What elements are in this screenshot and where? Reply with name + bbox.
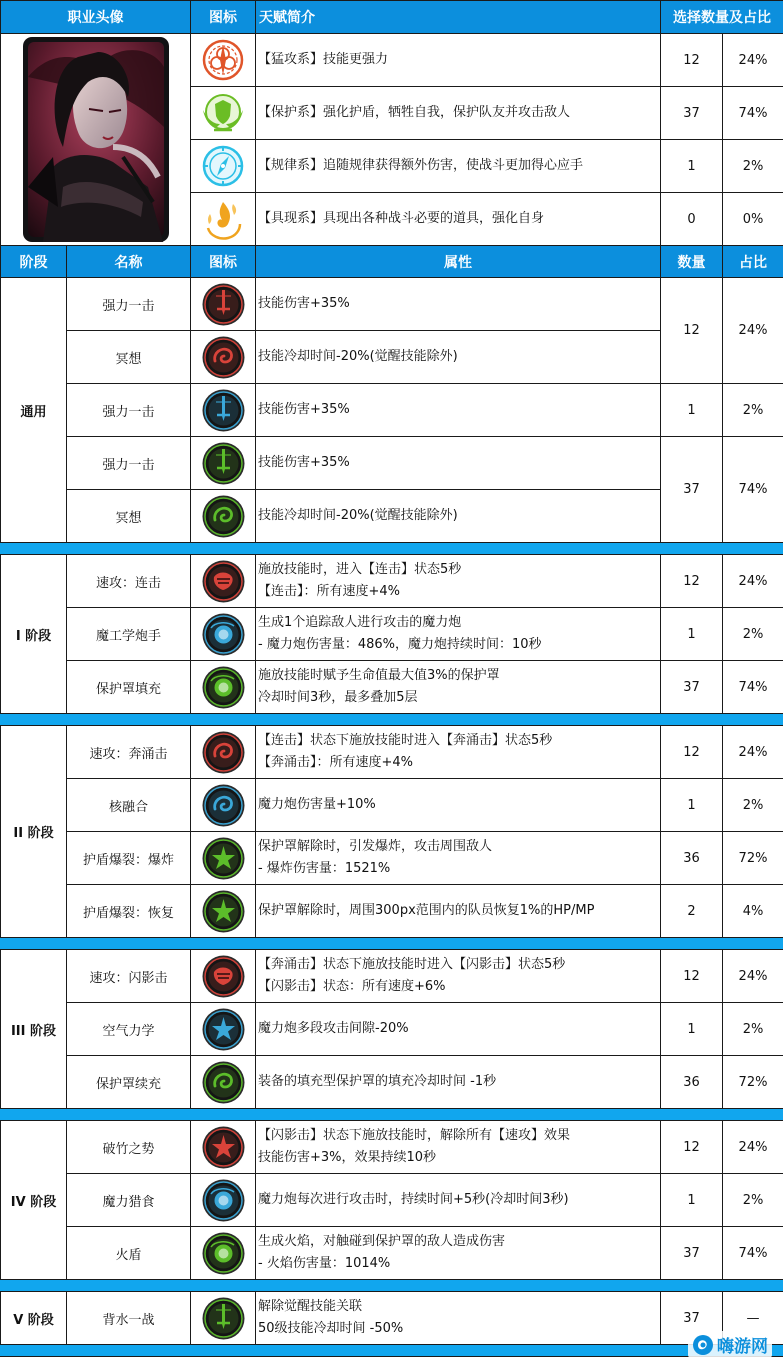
- talent-desc: 【规律系】追随规律获得额外伤害，使战斗更加得心应手: [256, 140, 661, 193]
- skill-count: 37: [661, 661, 723, 714]
- talent-desc: 【保护系】强化护盾，牺牲自我，保护队友并攻击敌人: [256, 87, 661, 140]
- skill-attr: [256, 1174, 661, 1227]
- skill-pct: 2%: [723, 1174, 783, 1227]
- skill-pct: 24%: [723, 555, 783, 608]
- skill-attr: [256, 1227, 661, 1280]
- fist-skill-icon: [191, 559, 255, 604]
- skill-name: 背水一战: [67, 1292, 191, 1345]
- skill-count: 1: [661, 1174, 723, 1227]
- stage-label: 通用: [1, 278, 67, 543]
- skill-attr: [256, 779, 661, 832]
- mana-feed-skill-icon: [191, 1178, 255, 1223]
- attr-line: 【闪影击】状态：所有速度+6%: [258, 979, 446, 994]
- skill-pct: 74%: [723, 1227, 783, 1280]
- skill-name: 速攻：闪影击: [67, 950, 191, 1003]
- attr-line: 解除觉醒技能关联: [258, 1299, 363, 1314]
- skill-pct: 24%: [723, 1121, 783, 1174]
- skill-attr: [256, 726, 661, 779]
- watermark-text: 嗨游网: [717, 1337, 768, 1357]
- skill-icon-cell: [191, 1174, 256, 1227]
- skill-attr: [256, 661, 661, 714]
- skill-name: 冥想: [67, 331, 191, 384]
- skill-name: 速攻：连击: [67, 555, 191, 608]
- skill-pct: —: [723, 1292, 783, 1345]
- skill-icon-cell: [191, 779, 256, 832]
- header-icon: 图标: [191, 246, 256, 278]
- skill-count: 36: [661, 832, 723, 885]
- attr-line: 50级技能冷却时间 -50%: [258, 1321, 404, 1336]
- sword-skill-icon: [191, 282, 255, 327]
- talent-icon-cell: [191, 34, 256, 87]
- aero-skill-icon: [191, 1007, 255, 1052]
- sword-skill-icon: [191, 388, 255, 433]
- skill-pct: 2%: [723, 1003, 783, 1056]
- attr-line: 【闪影击】状态下施放技能时，解除所有【速攻】效果: [258, 1128, 571, 1143]
- skill-name: 核融合: [67, 779, 191, 832]
- skill-pct: 24%: [723, 726, 783, 779]
- skill-attr: 技能伤害+35%: [256, 278, 661, 331]
- skill-icon-cell: [191, 950, 256, 1003]
- separator: [1, 1280, 783, 1292]
- skill-pct: 74%: [723, 661, 783, 714]
- skill-attr: [256, 555, 661, 608]
- attr-line: - 火焰伤害量：1014%: [258, 1256, 391, 1271]
- skill-pct: 24%: [723, 950, 783, 1003]
- skill-pct: 2%: [723, 779, 783, 832]
- talent-pct: 2%: [723, 140, 783, 193]
- surge-skill-icon: [191, 730, 255, 775]
- skill-pct: 24%: [723, 278, 783, 384]
- recover-skill-icon: [191, 889, 255, 934]
- stage-label: I 阶段: [1, 555, 67, 714]
- skill-icon-cell: [191, 1056, 256, 1109]
- skill-name: 魔工学炮手: [67, 608, 191, 661]
- recharge-skill-icon: [191, 1060, 255, 1105]
- header-talent-intro: 天赋简介: [256, 1, 661, 34]
- skill-name: 破竹之势: [67, 1121, 191, 1174]
- header-name: 名称: [67, 246, 191, 278]
- flash-skill-icon: [191, 954, 255, 999]
- skill-attr: 技能伤害+35%: [256, 384, 661, 437]
- flame-swirl-icon: [200, 196, 246, 242]
- separator: [1, 938, 783, 950]
- skill-count: 1: [661, 1003, 723, 1056]
- attr-line: 魔力炮多段攻击间隙-20%: [258, 1021, 409, 1036]
- skill-count: 1: [661, 779, 723, 832]
- skill-pct: 74%: [723, 437, 783, 543]
- fusion-skill-icon: [191, 783, 255, 828]
- skill-name: 空气力学: [67, 1003, 191, 1056]
- stage-label: II 阶段: [1, 726, 67, 938]
- attr-line: 施放技能时，进入【连击】状态5秒: [258, 562, 462, 577]
- attr-line: 【奔涌击】状态下施放技能时进入【闪影击】状态5秒: [258, 957, 566, 972]
- attr-line: 【奔涌击】：所有速度+4%: [258, 755, 414, 770]
- attr-line: 魔力炮每次进行攻击时，持续时间+5秒(冷却时间3秒): [258, 1192, 569, 1207]
- talent-pct: 74%: [723, 87, 783, 140]
- portrait-cell: [1, 34, 191, 246]
- sword-triquetra-icon: [200, 37, 246, 83]
- skill-count: 1: [661, 384, 723, 437]
- attr-line: 技能伤害+3%，效果持续10秒: [258, 1150, 437, 1165]
- skill-pct: 2%: [723, 384, 783, 437]
- skill-count: 2: [661, 885, 723, 938]
- skill-icon-cell: [191, 490, 256, 543]
- attr-line: 保护罩解除时，引发爆炸，攻击周围敌人: [258, 839, 493, 854]
- header-count: 数量: [661, 246, 723, 278]
- skill-icon-cell: [191, 1003, 256, 1056]
- skill-name: 强力一击: [67, 384, 191, 437]
- separator: [1, 543, 783, 555]
- talent-desc: 【具现系】具现出各种战斗必要的道具，强化自身: [256, 193, 661, 246]
- attr-line: 施放技能时赋予生命值最大值3%的保护罩: [258, 668, 500, 683]
- skill-icon-cell: [191, 555, 256, 608]
- skill-name: 护盾爆裂：爆炸: [67, 832, 191, 885]
- meditate-skill-icon: [191, 494, 255, 539]
- skill-attr: [256, 1292, 661, 1345]
- separator: [1, 1109, 783, 1121]
- talent-icon-cell: [191, 140, 256, 193]
- header-selection: 选择数量及占比: [661, 1, 783, 34]
- skill-attr: [256, 608, 661, 661]
- header-stage: 阶段: [1, 246, 67, 278]
- talent-count: 1: [661, 140, 723, 193]
- skill-icon-cell: [191, 437, 256, 490]
- breakthrough-skill-icon: [191, 1125, 255, 1170]
- skill-attr: [256, 885, 661, 938]
- skill-name: 强力一击: [67, 278, 191, 331]
- stage-label: V 阶段: [1, 1292, 67, 1345]
- header-pct: 占比: [723, 246, 783, 278]
- skill-pct: 2%: [723, 608, 783, 661]
- header-icon: 图标: [191, 1, 256, 34]
- separator: [1, 1345, 783, 1357]
- attr-line: 生成火焰，对触碰到保护罩的敌人造成伤害: [258, 1234, 506, 1249]
- attr-line: 生成1个追踪敌人进行攻击的魔力炮: [258, 615, 462, 630]
- skill-attr: 技能伤害+35%: [256, 437, 661, 490]
- shield-fill-skill-icon: [191, 665, 255, 710]
- skill-icon-cell: [191, 885, 256, 938]
- attr-line: 【连击】：所有速度+4%: [258, 584, 401, 599]
- stage-label: IV 阶段: [1, 1121, 67, 1280]
- talent-count: 37: [661, 87, 723, 140]
- skill-name: 魔力猎食: [67, 1174, 191, 1227]
- talent-desc: 【猛攻系】技能更强力: [256, 34, 661, 87]
- skill-icon-cell: [191, 726, 256, 779]
- skill-count: 12: [661, 726, 723, 779]
- attr-line: 保护罩解除时，周围300px范围内的队员恢复1%的HP/MP: [258, 903, 595, 918]
- meditate-skill-icon: [191, 335, 255, 380]
- skill-icon-cell: [191, 1227, 256, 1280]
- skill-icon-cell: [191, 661, 256, 714]
- skill-attr: [256, 1121, 661, 1174]
- skill-icon-cell: [191, 331, 256, 384]
- talent-icon-cell: [191, 87, 256, 140]
- skill-icon-cell: [191, 278, 256, 331]
- attr-line: 魔力炮伤害量+10%: [258, 797, 376, 812]
- fire-shield-skill-icon: [191, 1231, 255, 1276]
- attr-line: - 爆炸伤害量：1521%: [258, 861, 391, 876]
- talent-pct: 0%: [723, 193, 783, 246]
- skill-attr: [256, 950, 661, 1003]
- skill-attr: 技能冷却时间-20%(觉醒技能除外): [256, 490, 661, 543]
- talent-count: 0: [661, 193, 723, 246]
- skill-count: 36: [661, 1056, 723, 1109]
- skill-count: 12: [661, 950, 723, 1003]
- skill-count: 1: [661, 608, 723, 661]
- attr-line: 装备的填充型保护罩的填充冷却时间 -1秒: [258, 1074, 497, 1089]
- last-stand-skill-icon: [191, 1296, 255, 1341]
- stage-label: III 阶段: [1, 950, 67, 1109]
- class-portrait: [23, 37, 169, 242]
- attr-line: 【连击】状态下施放技能时进入【奔涌击】状态5秒: [258, 733, 553, 748]
- skill-name: 强力一击: [67, 437, 191, 490]
- header-portrait: 职业头像: [1, 1, 191, 34]
- header-attr: 属性: [256, 246, 661, 278]
- skill-attr: [256, 1003, 661, 1056]
- watermark-logo-icon: [692, 1334, 714, 1356]
- skill-name: 冥想: [67, 490, 191, 543]
- attr-line: 冷却时间3秒，最多叠加5层: [258, 690, 418, 705]
- skill-count: 37: [661, 437, 723, 543]
- skill-count: 37: [661, 1292, 723, 1345]
- skill-name: 护盾爆裂：恢复: [67, 885, 191, 938]
- talent-count: 12: [661, 34, 723, 87]
- skill-count: 12: [661, 555, 723, 608]
- skill-name: 火盾: [67, 1227, 191, 1280]
- skill-attr: 技能冷却时间-20%(觉醒技能除外): [256, 331, 661, 384]
- skill-name: 速攻：奔涌击: [67, 726, 191, 779]
- skill-pct: 72%: [723, 832, 783, 885]
- burst-skill-icon: [191, 836, 255, 881]
- talent-icon-cell: [191, 193, 256, 246]
- skill-icon-cell: [191, 384, 256, 437]
- watermark: [688, 1331, 772, 1358]
- skill-icon-cell: [191, 1292, 256, 1345]
- skill-icon-cell: [191, 608, 256, 661]
- skill-icon-cell: [191, 832, 256, 885]
- skill-pct: 4%: [723, 885, 783, 938]
- skill-icon-cell: [191, 1121, 256, 1174]
- sword-skill-icon: [191, 441, 255, 486]
- separator: [1, 714, 783, 726]
- skill-attr: [256, 832, 661, 885]
- skill-attr: [256, 1056, 661, 1109]
- skill-count: 37: [661, 1227, 723, 1280]
- shield-wings-icon: [200, 90, 246, 136]
- skill-name: 保护罩填充: [67, 661, 191, 714]
- talent-pct: 24%: [723, 34, 783, 87]
- skill-count: 12: [661, 1121, 723, 1174]
- compass-icon: [200, 143, 246, 189]
- skill-count: 12: [661, 278, 723, 384]
- skill-name: 保护罩续充: [67, 1056, 191, 1109]
- skill-pct: 72%: [723, 1056, 783, 1109]
- attr-line: - 魔力炮伤害量：486%，魔力炮持续时间：10秒: [258, 637, 542, 652]
- cannon-skill-icon: [191, 612, 255, 657]
